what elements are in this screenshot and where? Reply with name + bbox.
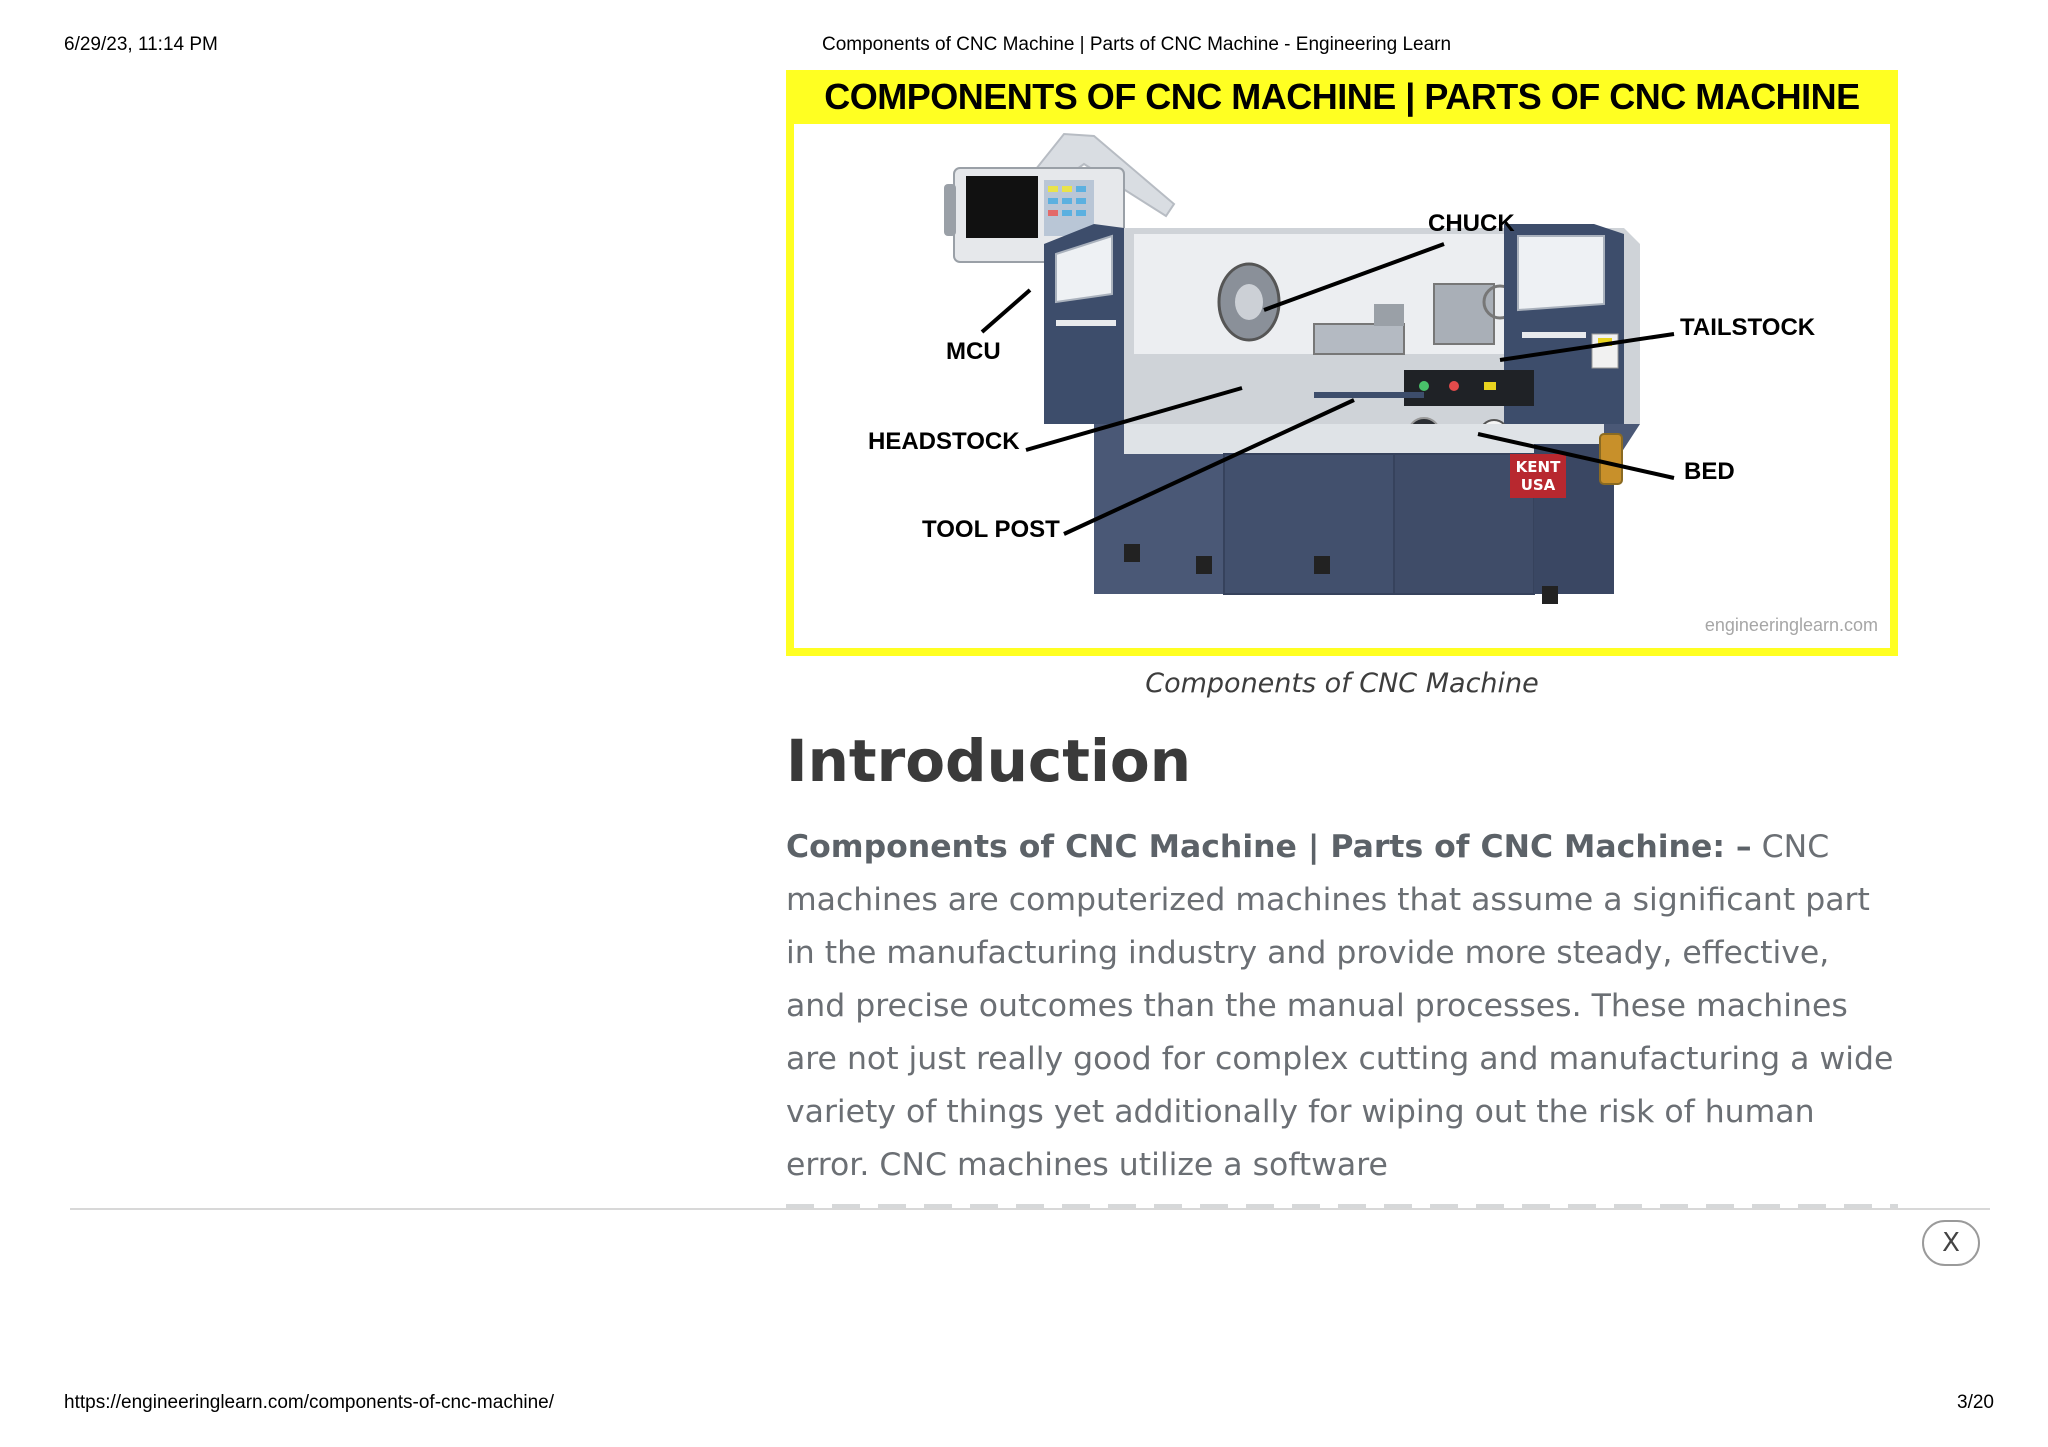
cnc-machine-illustration [794,124,1890,648]
intro-lead-text: CNC machines are computerized machines that assume a significant part in the manufacturing industry and provide more steady, effective, and precise outcomes than the manual processes. These machines are not just really good for complex cutting and manufacturing a wide variety of things yet additionally for wiping out the risk of human error. CNC machines utilize a software [786,829,1894,1183]
mcu-leader-line [982,290,1030,332]
intro-lead-bold: Components of CNC Machine | Parts of CNC Machine: – [786,829,1752,865]
cnc-machine-drawing [794,124,1890,648]
callout-tool-post: TOOL POST [922,516,1060,543]
components-figure [786,70,1898,656]
callout-tailstock: TAILSTOCK [1680,314,1816,341]
ad-close-button[interactable]: X [1922,1220,1980,1266]
print-url[interactable]: https://engineeringlearn.com/components-of-cnc-machine/ [64,1392,555,1413]
brand-badge-line1: KENT [1515,458,1561,476]
article [786,70,1898,1233]
print-page-number: 3/20 [1957,1392,1994,1413]
brand-badge-line2: USA [1520,476,1556,494]
callout-headstock: HEADSTOCK [868,428,1020,455]
callout-chuck: CHUCK [1428,210,1515,237]
figure-caption: Components of CNC Machine [1145,668,1539,699]
print-page-title: Components of CNC Machine | Parts of CNC Machine - Engineering Learn [822,34,1452,55]
figure-watermark: engineeringlearn.com [1704,615,1878,635]
callout-mcu: MCU [946,338,1001,365]
section-heading: Introduction [786,727,1191,795]
figure-banner: COMPONENTS OF CNC MACHINE | PARTS OF CNC MACHINE [824,76,1860,117]
bottom-ad-bar [70,1208,1990,1330]
intro-paragraph [786,821,1898,1201]
print-header [64,34,1994,60]
callout-bed: BED [1684,458,1735,485]
print-footer [64,1392,1994,1418]
print-datetime: 6/29/23, 11:14 PM [64,34,218,55]
clipped-text-line [786,1196,1898,1208]
